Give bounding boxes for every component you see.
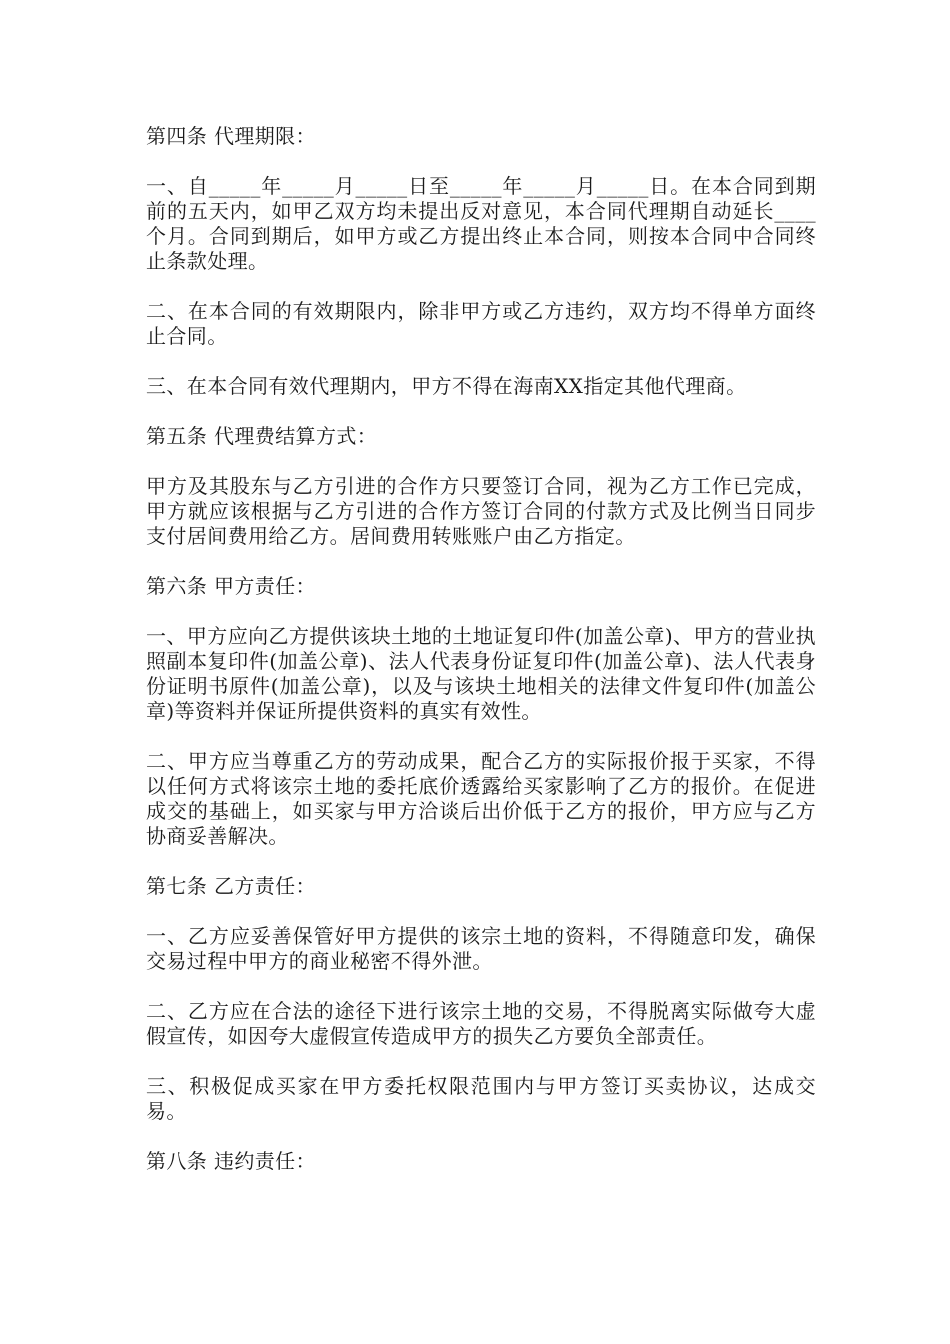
article-7-clause-2: 二、乙方应在合法的途径下进行该宗土地的交易，不得脱离实际做夸大虚假宣传，如因夸大虚假宣传造成甲方的损失乙方要负全部责任。 bbox=[146, 999, 816, 1048]
article-7-clause-3: 三、积极促成买家在甲方委托权限范围内与甲方签订买卖协议，达成交易。 bbox=[146, 1074, 816, 1123]
article-4-heading: 第四条 代理期限： bbox=[146, 124, 316, 148]
article-5-heading: 第五条 代理费结算方式： bbox=[146, 424, 378, 448]
article-4-clause-2: 二、在本合同的有效期限内，除非甲方或乙方违约，双方均不得单方面终止合同。 bbox=[146, 299, 816, 348]
article-4-clause-3: 三、在本合同有效代理期内，甲方不得在海南XX指定其他代理商。 bbox=[146, 374, 747, 398]
article-5-clause-1: 甲方及其股东与乙方引进的合作方只要签订合同，视为乙方工作已完成，甲方就应该根据与乙方引进的合作方签订合同的付款方式及比例当日同步支付居间费用给乙方。居间费用转账账户由乙方指定。 bbox=[146, 474, 816, 548]
article-4-clause-1: 一、自_____年_____月_____日至_____年_____月_____日。在本合同到期前的五天内，如甲乙双方均未提出反对意见，本合同代理期自动延长____个月。合同到期后，如甲方或乙方提出终止本合同，则按本合同中合同终止条款处理。 bbox=[146, 174, 816, 273]
article-6-clause-1: 一、甲方应向乙方提供该块土地的土地证复印件(加盖公章)、甲方的营业执照副本复印件(加盖公章)、法人代表身份证复印件(加盖公章)、法人代表身份证明书原件(加盖公章)，以及与该块土地相关的法律文件复印件(加盖公章)等资料并保证所提供资料的真实有效性。 bbox=[146, 624, 816, 723]
document-page bbox=[146, 124, 816, 1199]
article-7-clause-1: 一、乙方应妥善保管好甲方提供的该宗土地的资料，不得随意印发，确保交易过程中甲方的商业秘密不得外泄。 bbox=[146, 924, 816, 973]
article-8-heading: 第八条 违约责任： bbox=[146, 1149, 316, 1173]
article-6-clause-2: 二、甲方应当尊重乙方的劳动成果，配合乙方的实际报价报于买家，不得以任何方式将该宗土地的委托底价透露给买家影响了乙方的报价。在促进成交的基础上，如买家与甲方洽谈后出价低于乙方的报价，甲方应与乙方协商妥善解决。 bbox=[146, 749, 816, 848]
article-6-heading: 第六条 甲方责任： bbox=[146, 574, 316, 598]
article-7-heading: 第七条 乙方责任： bbox=[146, 874, 316, 898]
